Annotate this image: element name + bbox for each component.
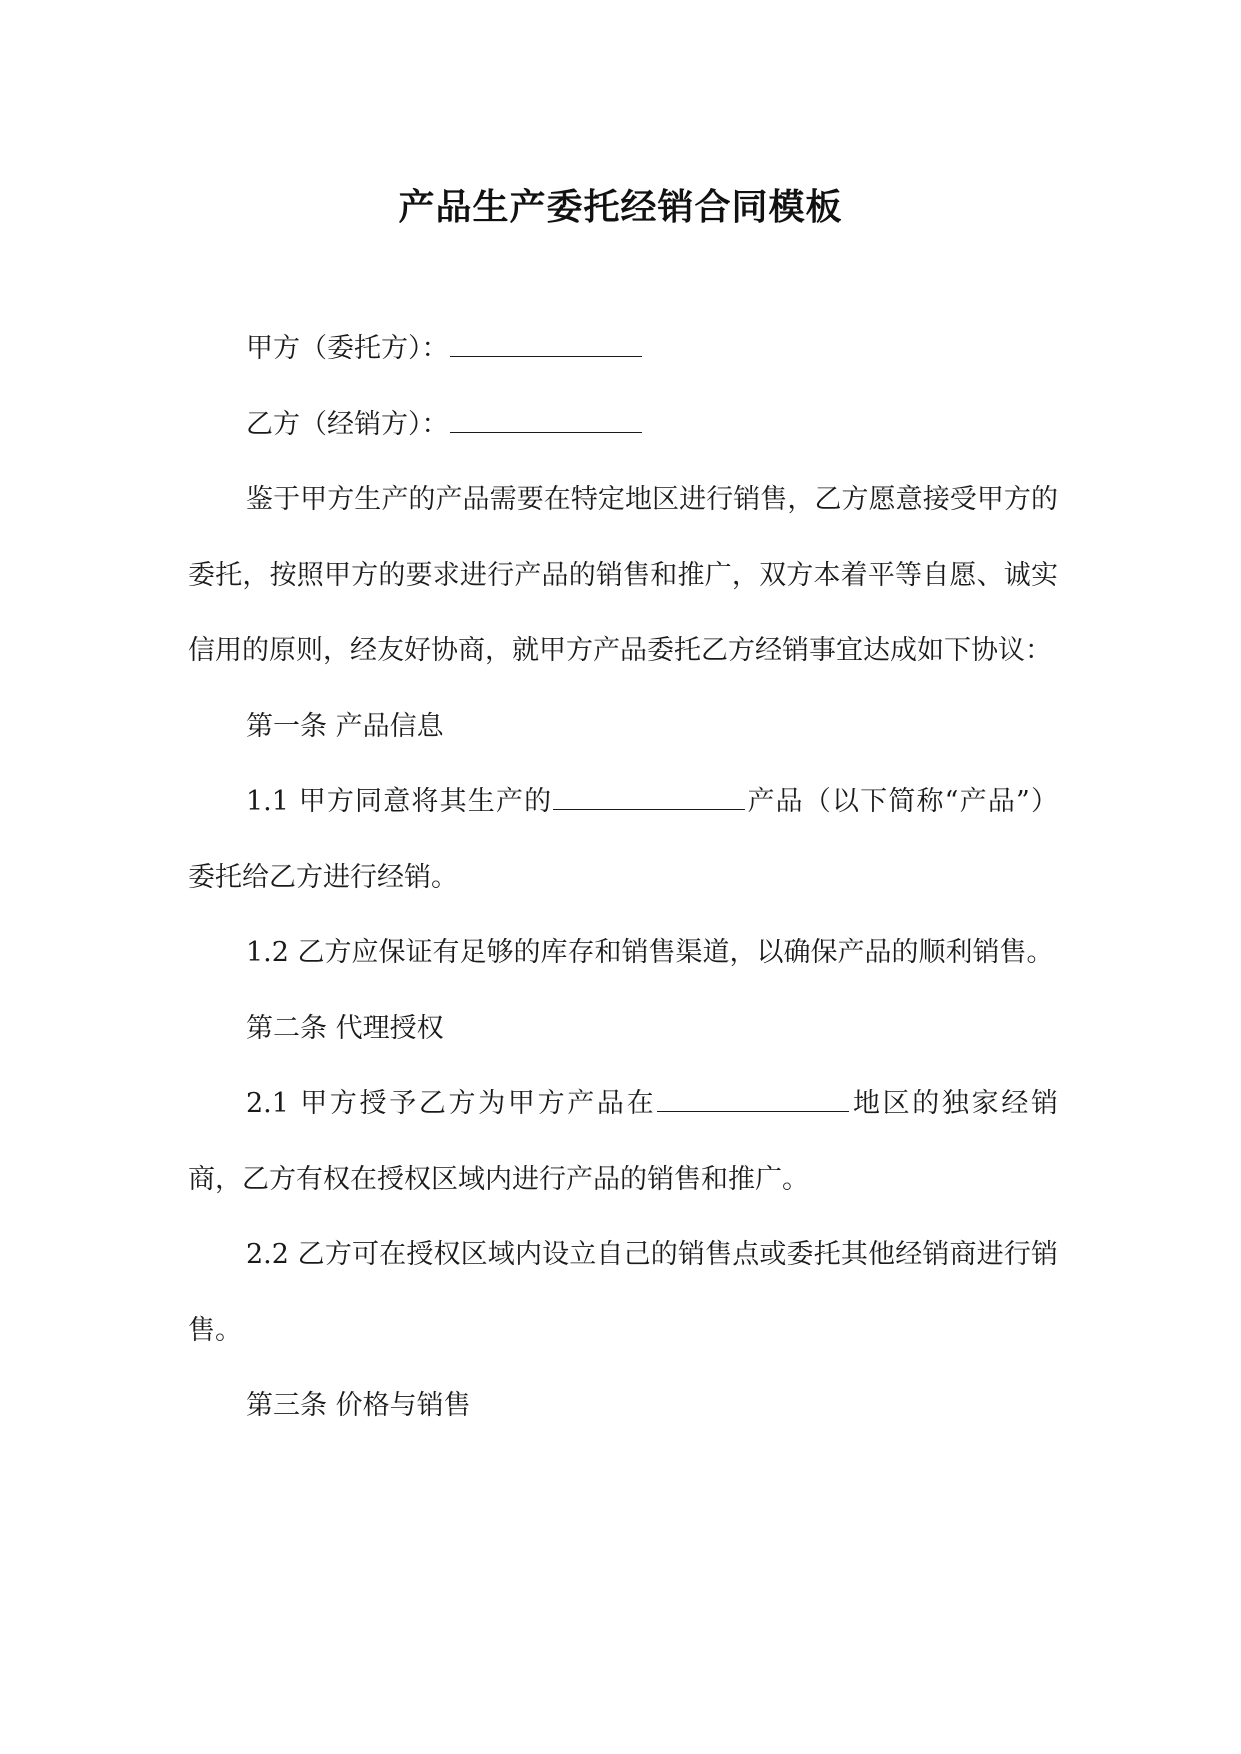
preamble-paragraph: 鉴于甲方生产的产品需要在特定地区进行销售，乙方愿意接受甲方的委托，按照甲方的要求进行产品的销售和推广，双方本着平等自愿、诚实信用的原则，经友好协商，就甲方产品委托乙方经销事宜达成如下协议： — [188, 484, 1058, 666]
article-3-heading: 第三条 价格与销售 — [246, 1390, 471, 1421]
party-a-blank — [450, 336, 642, 357]
party-a-line — [188, 311, 1058, 387]
clause-2-2: 2.2 乙方可在授权区域内设立自己的销售点或委托其他经销商进行销售。 — [188, 1239, 1058, 1346]
region-blank — [657, 1091, 849, 1112]
clause-1-2: 1.2 乙方应保证有足够的库存和销售渠道，以确保产品的顺利销售。 — [246, 937, 1054, 968]
document-title: 产品生产委托经销合同模板 — [398, 186, 843, 228]
clause-1-1-text-before: 1.1 甲方同意将其生产的 — [246, 786, 553, 817]
article-2-heading: 第二条 代理授权 — [246, 1012, 444, 1044]
document-body — [188, 311, 1058, 1444]
party-b-line — [188, 387, 1058, 463]
clause-2-1-text-before: 2.1 甲方授予乙方为甲方产品在 — [246, 1088, 657, 1119]
clause-2-1 — [188, 1066, 1058, 1217]
product-name-blank — [553, 789, 745, 810]
clause-2-1-text-after: 地区的独家经销商，乙方有权在授权区域内进行产品的销售和推广。 — [188, 1088, 1058, 1195]
article-1-heading: 第一条 产品信息 — [246, 710, 444, 742]
party-b-label: 乙方（经销方）： — [246, 408, 449, 440]
party-a-label: 甲方（委托方）： — [246, 333, 449, 364]
clause-1-1-text-after: 产品（以下简称“产品”）委托给乙方进行经销。 — [188, 786, 1058, 893]
party-b-blank — [450, 412, 642, 433]
clause-1-1 — [188, 764, 1058, 915]
